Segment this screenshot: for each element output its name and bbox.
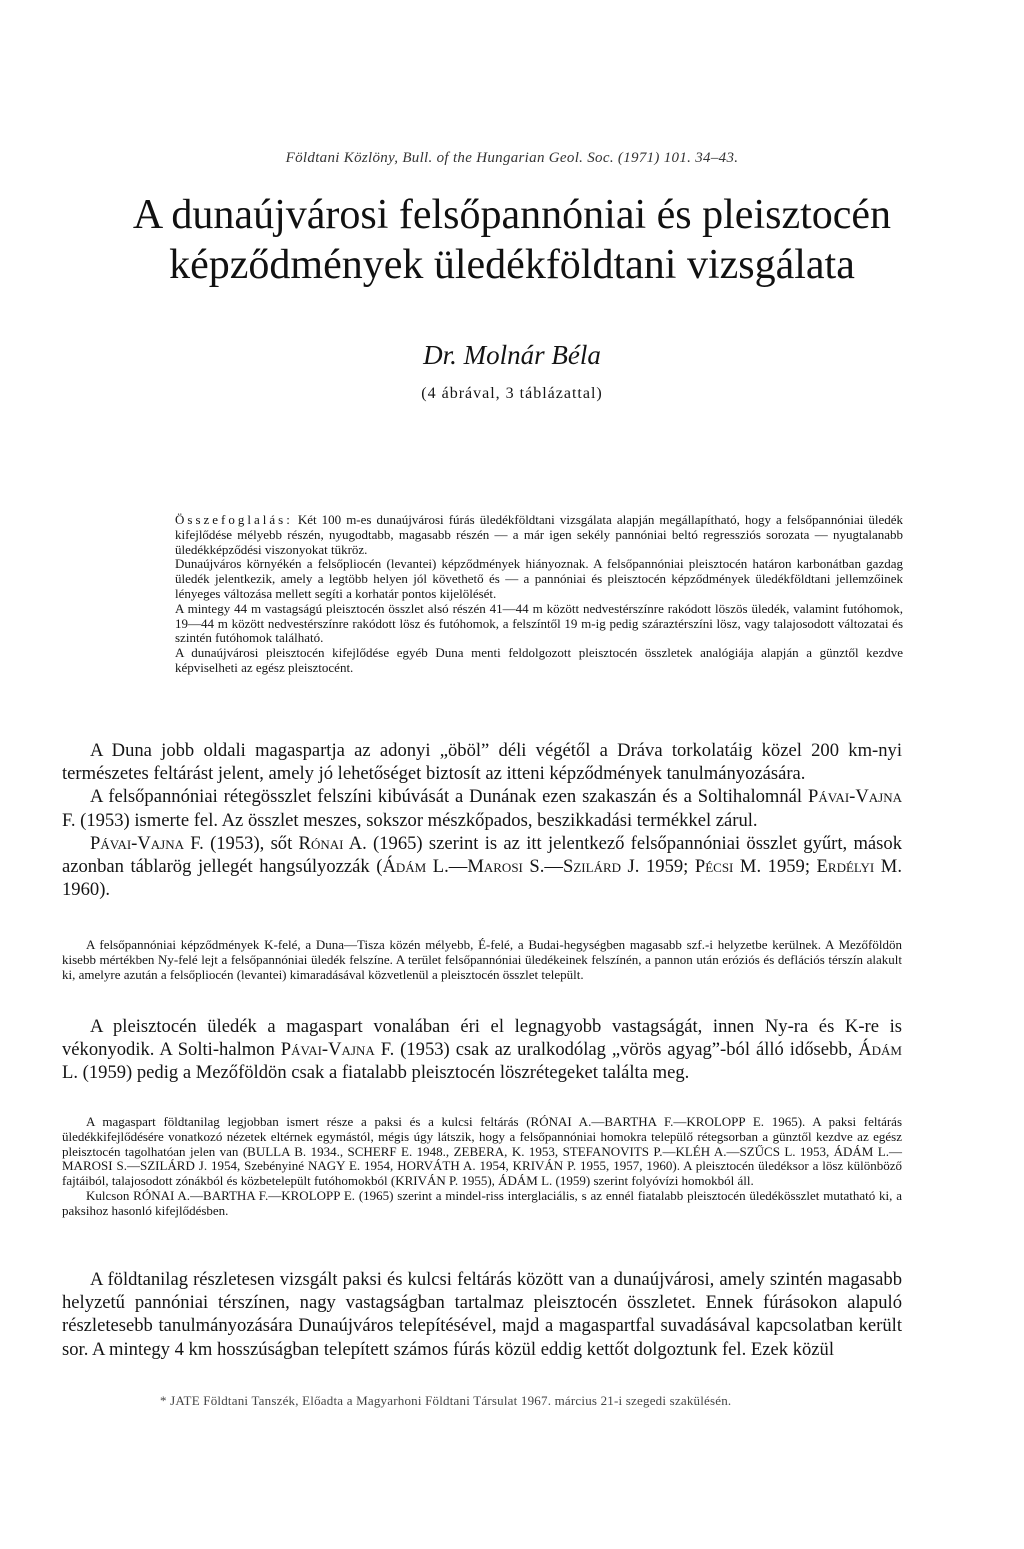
note-paragraph: A felsőpannóniai képződmények K-felé, a Duna—Tisza közén mélyebb, É-felé, a Budai-hegységben magasabb szf.-i helyzetbe kerülnek. A Mezőföldön kisebb mértékben Ny-felé lejt a felsőpannóniai üledék felszíne. A terület felsőpannóniai üledékeinek felszínén, a pannon után eróziós és deflációs térszín alakult ki, amelyre azután a felsőpliocén (levantei) kimaradásával közvetlenül a pleisztocén összlet települt. [62, 937, 902, 982]
body-paragraph: Pávai-Vajna F. (1953), sőt Rónai A. (1965) szerint is az itt jelentkező felsőpannóniai összlet gyűrt, mások azonban táblarög jellegét hangsúlyozzák (Ádám L.—Marosi S.—Szilárd J. 1959; Pécsi M. 1959; Erdélyi M. 1960). [62, 832, 902, 901]
title-line-1: A dunaújvárosi felsőpannóniai és pleisztocén [132, 192, 892, 238]
abstract-paragraph: A mintegy 44 m vastagságú pleisztocén összlet alsó részén 41—44 m között nedvestérszínre rakódott löszös üledék, valamint futóhomok, 19—44 m között nedvestérszínre rakódott lösz és futóhomok, a felszíntől 19 m-ig pedig száraztérszíni lösz, vagy talajosodott változatai és szintén futóhomok található. [175, 600, 903, 646]
body-paragraph: A pleisztocén üledék a magaspart vonalában éri el legnagyobb vastagságát, innen Ny-ra és K-re is vékonyodik. A Solti-halmon Pávai-Vajna F. (1953) csak az uralkodólag „vörös agyag”-ból álló idősebb, Ádám L. (1959) pedig a Mezőföldön csak a fiatalabb pleisztocén löszrétegeket találta meg. [62, 1016, 902, 1084]
journal-citation: Földtani Közlöny, Bull. of the Hungarian Geol. Soc. (1971) 101. 34–43. [285, 150, 739, 166]
abstract [175, 513, 903, 676]
article-title [40, 190, 984, 290]
footnote: * JATE Földtani Tanszék, Előadta a Magyarhoni Földtani Társulat 1967. március 21-i szegedi szakülésén. [160, 1393, 732, 1408]
body-paragraph: A felsőpannóniai rétegösszlet felszíni kibúvását a Dunának ezen szakaszán és a Soltihalomnál Pávai-Vajna F. (1953) ismerte fel. Az összlet meszes, sokszor mészkőpados, beszikkadási termékkel zárul. [62, 786, 902, 831]
small-print-note-1 [62, 938, 902, 982]
figure-table-count: (4 ábrával, 3 táblázattal) [421, 385, 603, 402]
small-print-note-2 [62, 1115, 902, 1219]
abstract-paragraph: Dunaújváros környékén a felsőpliocén (levantei) képződmények hiányoznak. A felsőpannóniai pleisztocén határon karbonátban gazdag üledék jelentkezik, amely a legtöbb helyen jól követhető és — a pannóniai és pleisztocén képződmények üledékföldtani jellemzőinek lényeges változása mellett segíti a korhatár pontos kijelölését. [175, 556, 903, 601]
body-section-3 [62, 1268, 902, 1361]
body-section-1 [62, 739, 902, 901]
abstract-label: Összefoglalás: [175, 512, 293, 527]
author-prefix: Dr. [423, 340, 457, 370]
body-section-2 [62, 1015, 902, 1085]
note-paragraph: A magaspart földtanilag legjobban ismert része a paksi és a kulcsi feltárás (RÓNAI A.—BARTHA F.—KROLOPP E. 1965). A paksi feltárás üledékkifejlődésére vonatkozó nézetek eltérnek egymástól, mégis úgy látszik, hogy a felsőpannóniai homokra települő rétegsorban a günztől kezdve az egész pleisztocén tagolhatóan jelen van (BULLA B. 1934., SCHERF E. 1948., ZEBERA, K. 1953, STEFANOVITS P.—KLÉH A.—SZŰCS L. 1953, ÁDÁM L.—MAROSI S.—SZILÁRD J. 1954, Szebényiné NAGY E. 1954, HORVÁTH A. 1954, KRIVÁN P. 1955, 1957, 1960). A pleisztocén üledéksor a lösz különböző fajtáiból, talajosodott zónákból és közbetelepült futóhomokból (KRIVÁN P. 1955), ÁDÁM L. (1959) szerint folyóvízi homokból áll. [62, 1114, 902, 1189]
body-paragraph: A földtanilag részletesen vizsgált paksi és kulcsi feltárás között van a dunaújvárosi, amely szintén magasabb helyzetű pannóniai térszínen, nagy vastagságban tartalmaz pleisztocén összletet. Ennek fúrásokon alapuló részletesebb tanulmányozására Dunaújváros telepítésével, majd a magaspartfal suvadásával kapcsolatban került sor. A mintegy 4 km hosszúságban telepített számos fúrás közül eddig kettőt dolgoztunk fel. Ezek közül [62, 1269, 902, 1360]
abstract-paragraph: A dunaújvárosi pleisztocén kifejlődése egyéb Duna menti feldolgozott pleisztocén összletek analógiája alapján a günztől kezdve képviselheti az egész pleisztocént. [175, 645, 903, 675]
author [0, 340, 1024, 371]
abstract-paragraph: Összefoglalás: Két 100 m-es dunaújvárosi fúrás üledékföldtani vizsgálata alapján megállapítható, hogy a felsőpannóniai üledék kifejlődése mélyebb részén, nyugodtabb, magasabb részén — a már igen sekély pannóniai beltó regressziós sorozata — nyugtalanabb üledékképződési viszonyokat tükröz. [175, 512, 904, 557]
note-paragraph: Kulcson RÓNAI A.—BARTHA F.—KROLOPP E. (1965) szerint a mindel-riss interglaciális, s az ennél fiatalabb pleisztocén üledékösszlet mutatható ki, a paksihoz hasonló kifejlődésben. [62, 1187, 902, 1218]
author-name: Molnár Béla [463, 340, 601, 370]
title-line-2: képződmények üledékföldtani vizsgálata [169, 242, 855, 288]
body-paragraph: A Duna jobb oldali magaspartja az adonyi „öböl” déli végétől a Dráva torkolatáig közel 200 km-nyi természetes feltárást jelent, amely jó lehetőséget biztosít az itteni képződmények tanulmányozására. [62, 740, 902, 785]
